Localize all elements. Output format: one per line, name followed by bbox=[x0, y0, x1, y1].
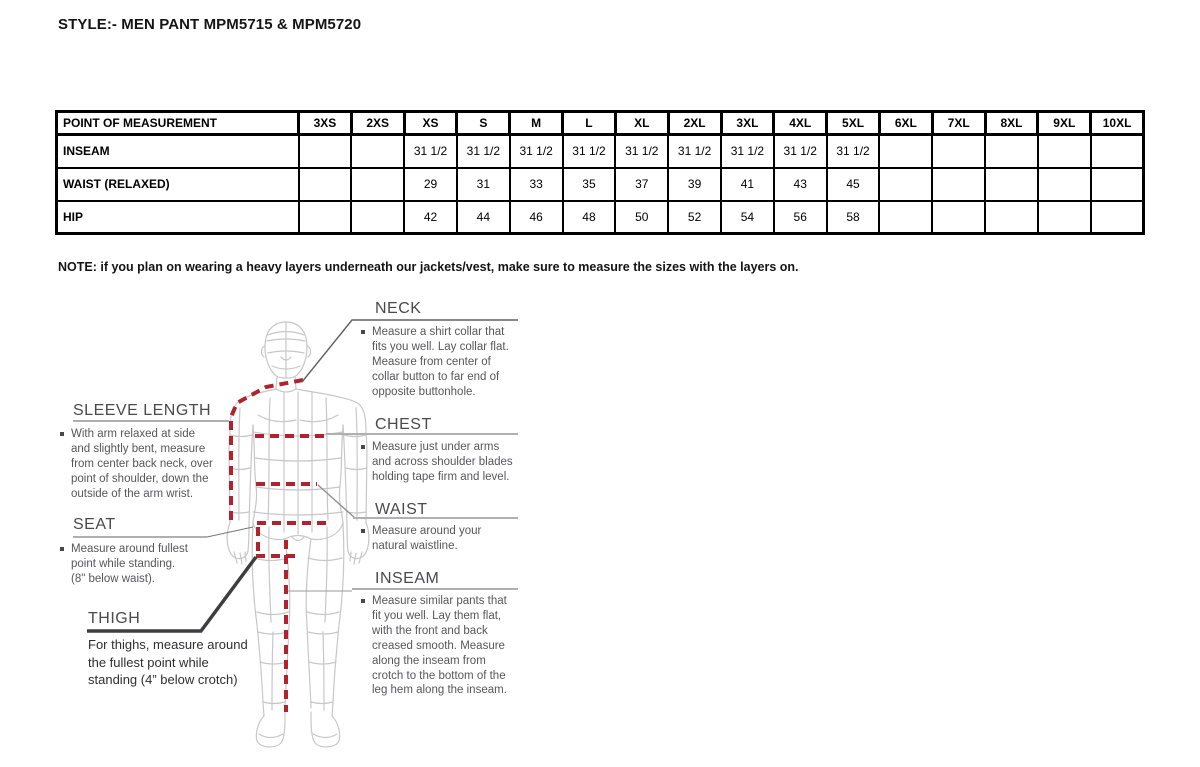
neck-section-heading: NECK bbox=[375, 300, 422, 317]
measurement-cell: 31 1/2 bbox=[827, 135, 880, 168]
measurement-cell bbox=[299, 201, 352, 234]
waist-section-heading: WAIST bbox=[375, 501, 428, 518]
bullet-icon bbox=[361, 529, 365, 533]
column-header-size: S bbox=[457, 112, 510, 135]
neck-section-description: Measure a shirt collar that fits you well. Lay collar flat. Measure from center of collar button to far end of opposite buttonhole. bbox=[361, 325, 523, 400]
bullet-icon bbox=[361, 330, 365, 334]
measurement-cell bbox=[1091, 201, 1144, 234]
table-row bbox=[57, 168, 1144, 201]
measurement-cell: 31 bbox=[457, 168, 510, 201]
measurement-cell bbox=[1038, 201, 1091, 234]
measurement-cell: 31 1/2 bbox=[615, 135, 668, 168]
column-header-size: 10XL bbox=[1091, 112, 1144, 135]
measurement-cell: 50 bbox=[615, 201, 668, 234]
measurement-cell: 43 bbox=[774, 168, 827, 201]
measurement-cell bbox=[351, 168, 404, 201]
seat-section-description: Measure around fullest point while standing. (8" below waist). bbox=[60, 542, 230, 587]
column-header-size: 3XS bbox=[299, 112, 352, 135]
measurement-cell: 39 bbox=[668, 168, 721, 201]
waist-section-description: Measure around your natural waistline. bbox=[361, 524, 523, 554]
measurement-cell: 35 bbox=[563, 168, 616, 201]
measurement-cell: 31 1/2 bbox=[510, 135, 563, 168]
inseam-section-heading: INSEAM bbox=[375, 570, 440, 587]
measurement-cell: 33 bbox=[510, 168, 563, 201]
column-header-size: 6XL bbox=[879, 112, 932, 135]
measurement-cell bbox=[985, 168, 1038, 201]
column-header-size: M bbox=[510, 112, 563, 135]
thigh-section-heading: THIGH bbox=[88, 610, 141, 627]
measurement-cell: 52 bbox=[668, 201, 721, 234]
measurement-cell: 31 1/2 bbox=[404, 135, 457, 168]
row-label: WAIST (RELAXED) bbox=[57, 168, 299, 201]
waist-leader-line bbox=[318, 485, 355, 518]
measurement-cell bbox=[1038, 168, 1091, 201]
row-label: HIP bbox=[57, 201, 299, 234]
measurement-cell bbox=[299, 168, 352, 201]
inseam-section-description: Measure similar pants that fit you well. Lay them flat, with the front and back creased smooth. Measure along the inseam from crotch to the bottom of the leg hem along the inseam. bbox=[361, 594, 529, 698]
measurement-note: NOTE: if you plan on wearing a heavy layers underneath our jackets/vest, make sure to measure the sizes with the layers on. bbox=[58, 260, 799, 274]
sleeve-length-section-heading: SLEEVE LENGTH bbox=[73, 402, 212, 419]
measurement-cell: 45 bbox=[827, 168, 880, 201]
sleeve-measure-line bbox=[231, 380, 303, 522]
measurement-cell bbox=[879, 135, 932, 168]
measurement-cell: 42 bbox=[404, 201, 457, 234]
column-header-size: 5XL bbox=[827, 112, 880, 135]
thigh-section-description: For thighs, measure around the fullest point while standing (4” below crotch) bbox=[88, 637, 248, 687]
column-header-size: 9XL bbox=[1038, 112, 1091, 135]
measurement-cell: 37 bbox=[615, 168, 668, 201]
column-header-size: 2XL bbox=[668, 112, 721, 135]
measurement-cell: 31 1/2 bbox=[668, 135, 721, 168]
chest-section-description: Measure just under arms and across shoulder blades holding tape firm and level. bbox=[361, 440, 523, 485]
measurement-cell bbox=[1038, 135, 1091, 168]
sleeve-length-section-description: With arm relaxed at side and slightly bent, measure from center back neck, over point of shoulder, down the outside of the arm wrist. bbox=[60, 427, 238, 502]
measurement-cell bbox=[1091, 168, 1144, 201]
column-header-point-of-measurement: POINT OF MEASUREMENT bbox=[57, 112, 299, 135]
measurement-cell: 58 bbox=[827, 201, 880, 234]
column-header-size: L bbox=[563, 112, 616, 135]
bullet-icon bbox=[60, 547, 64, 551]
measurement-cell bbox=[985, 201, 1038, 234]
seat-section-heading: SEAT bbox=[73, 516, 116, 533]
measurement-cell: 44 bbox=[457, 201, 510, 234]
measurement-cell bbox=[879, 168, 932, 201]
size-table-header-row bbox=[57, 112, 1144, 135]
measurement-cell: 41 bbox=[721, 168, 774, 201]
column-header-size: 7XL bbox=[932, 112, 985, 135]
document-title: STYLE:- MEN PANT MPM5715 & MPM5720 bbox=[58, 16, 362, 33]
measurement-cell bbox=[1091, 135, 1144, 168]
table-row bbox=[57, 135, 1144, 168]
measurement-cell bbox=[932, 135, 985, 168]
measurement-cell bbox=[351, 135, 404, 168]
measurement-cell bbox=[879, 201, 932, 234]
measurement-cell bbox=[932, 168, 985, 201]
measurement-cell: 29 bbox=[404, 168, 457, 201]
measurement-cell bbox=[351, 201, 404, 234]
measurement-cell: 31 1/2 bbox=[457, 135, 510, 168]
measurement-cell bbox=[299, 135, 352, 168]
measurement-cell bbox=[985, 135, 1038, 168]
column-header-size: 8XL bbox=[985, 112, 1038, 135]
measurement-cell: 54 bbox=[721, 201, 774, 234]
measurement-cell: 56 bbox=[774, 201, 827, 234]
measurement-cell: 46 bbox=[510, 201, 563, 234]
seat-leader-line bbox=[207, 527, 253, 537]
measurement-cell: 31 1/2 bbox=[774, 135, 827, 168]
column-header-size: 2XS bbox=[351, 112, 404, 135]
size-table bbox=[55, 110, 1145, 235]
column-header-size: 4XL bbox=[774, 112, 827, 135]
row-label: INSEAM bbox=[57, 135, 299, 168]
measurement-cell bbox=[932, 201, 985, 234]
bullet-icon bbox=[60, 432, 64, 436]
measurement-cell: 48 bbox=[563, 201, 616, 234]
measurement-cell: 31 1/2 bbox=[721, 135, 774, 168]
column-header-size: XS bbox=[404, 112, 457, 135]
column-header-size: 3XL bbox=[721, 112, 774, 135]
chest-section-heading: CHEST bbox=[375, 416, 432, 433]
measurement-cell: 31 1/2 bbox=[563, 135, 616, 168]
bullet-icon bbox=[361, 599, 365, 603]
table-row bbox=[57, 201, 1144, 234]
column-header-size: XL bbox=[615, 112, 668, 135]
bullet-icon bbox=[361, 445, 365, 449]
